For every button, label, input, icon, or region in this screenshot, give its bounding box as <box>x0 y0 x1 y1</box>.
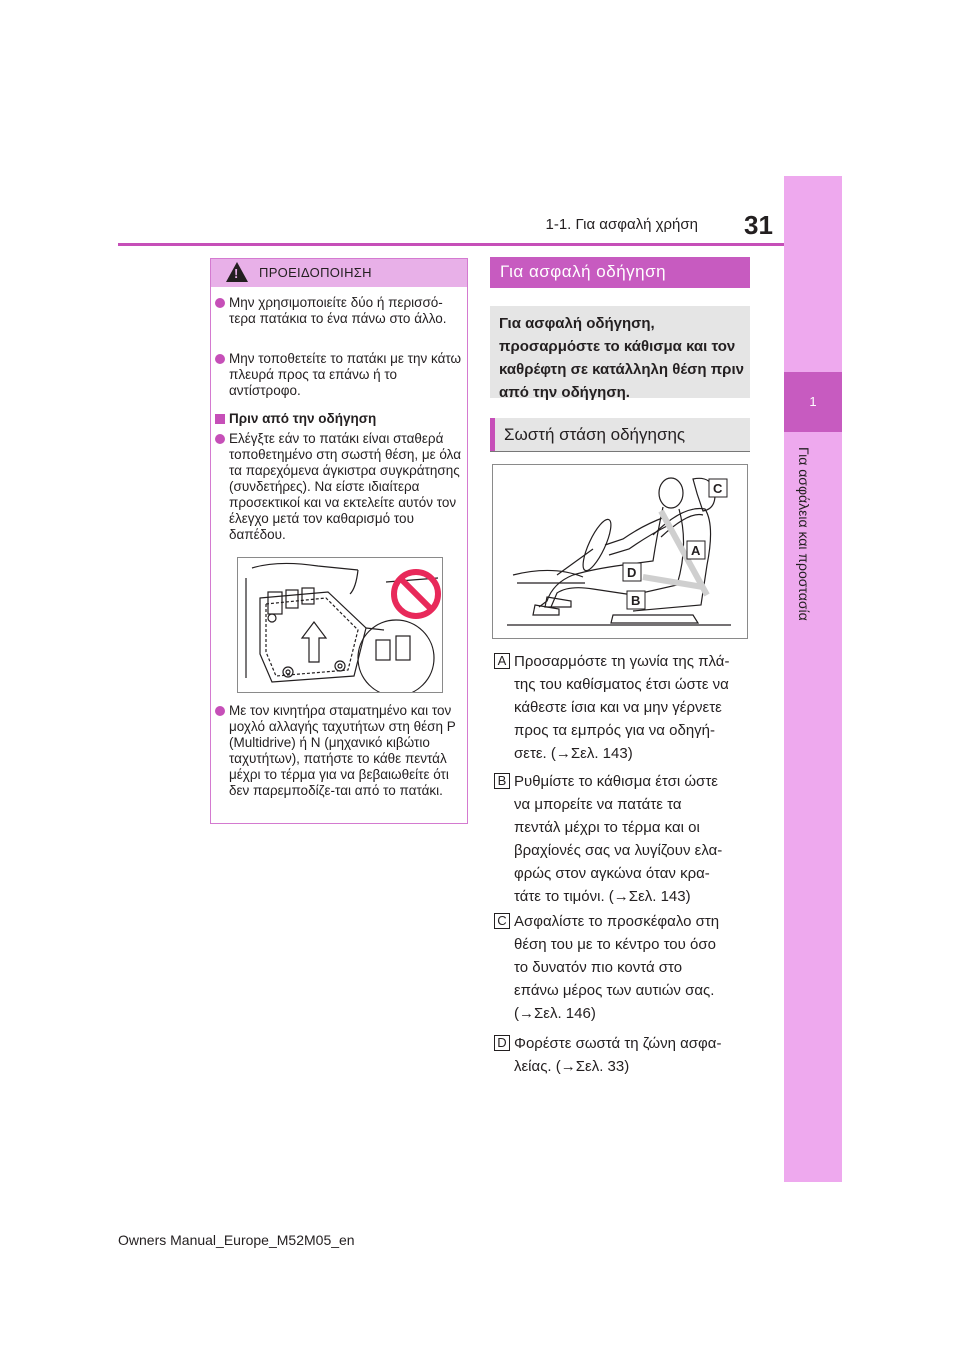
warning-header <box>211 259 467 287</box>
item-label: D <box>494 1035 510 1051</box>
intro-text: Για ασφαλή οδήγηση, προσαρμόστε το κάθισμα και τον καθρέφτη σε κατάλληλη θέση πριν από την οδήγηση. <box>499 315 744 401</box>
intro-box <box>490 306 750 401</box>
figure-label-a: A <box>691 543 701 558</box>
bullet-dot <box>215 434 225 444</box>
item-line: (→Σελ. 146) <box>514 1005 596 1022</box>
item-line: προς τα εμπρός για να οδηγή- <box>514 722 716 739</box>
item-line: να μπορείτε να πατάτε τα <box>514 796 682 813</box>
floor-mat-drawing <box>238 558 442 692</box>
warning-title: ΠΡΟΕΙΔΟΠΟΙΗΣΗ <box>259 265 372 280</box>
floor-mat-illustration <box>237 557 443 693</box>
item-line: τάτε το τιμόνι. (→Σελ. 143) <box>514 888 691 905</box>
warning-bullet-text: Ελέγξτε εάν το πατάκι είναι σταθερά τοποθετημένο στη σωστή θέση, με όλα τα παρεχόμενα άγκιστρα συγκράτησης (συνδετήρες). Να είστε ιδιαίτερα προσεκτικοί και να εκτελείτε αυτόν τον έλεγχο μετά τον καθαρισμό του δαπέδου. <box>229 431 461 542</box>
item-line: φρώς στον αγκώνα όταν κρα- <box>514 865 710 882</box>
item-line: της του καθίσματος έτσι ώστε να <box>514 676 729 693</box>
side-tab <box>784 176 842 1182</box>
page-number: 31 <box>744 210 773 240</box>
warning-bullet <box>229 295 463 327</box>
section-title: 1-1. Για ασφαλή χρήση <box>545 216 698 233</box>
item-line: βραχίονές σας να λυγίζουν ελα- <box>514 842 723 859</box>
chapter-number[interactable]: 1 <box>784 372 842 432</box>
item-line: θέση του με το κέντρο του όσο <box>514 936 716 953</box>
item-line: λείας. (→Σελ. 33) <box>514 1058 630 1075</box>
figure-label-b: B <box>631 593 641 608</box>
item-label: B <box>494 773 510 789</box>
item-label: A <box>494 653 510 669</box>
item-line: κάθεστε ίσια και να μην γέρνετε <box>514 699 722 716</box>
warning-bullet-text: Μην χρησιμοποιείτε δύο ή περισσό-τερα πατάκια το ένα πάνω στο άλλο. <box>229 295 447 326</box>
warning-bullet <box>229 703 463 799</box>
item-line: Προσαρμόστε τη γωνία της πλά- <box>514 653 730 670</box>
item-line: Ρυθμίστε το κάθισμα έτσι ώστε <box>514 773 718 790</box>
driving-posture-illustration <box>492 464 748 639</box>
figure-label-d: D <box>627 565 637 580</box>
item-label: C <box>494 913 510 929</box>
section-banner <box>490 257 750 288</box>
figure-label-c: C <box>713 481 723 496</box>
item-line: πεντάλ μέχρι το τέρμα και οι <box>514 819 700 836</box>
bullet-dot <box>215 706 225 716</box>
warning-bullet-text: Μην τοποθετείτε το πατάκι με την κάτω πλευρά προς τα επάνω ή το αντίστροφο. <box>229 351 462 398</box>
warning-subheading-text: Πριν από την οδήγηση <box>229 411 377 426</box>
driving-posture-drawing <box>493 465 747 638</box>
warning-bullet <box>229 431 463 543</box>
warning-subheading <box>229 411 463 427</box>
header-rule <box>118 243 784 246</box>
chapter-title-text: Για ασφάλεια και προστασία <box>796 447 812 621</box>
item-line: το δυνατόν πιο κοντά στο <box>514 959 683 976</box>
posture-heading <box>490 418 750 452</box>
item-line: σετε. (→Σελ. 143) <box>514 745 633 762</box>
item-line: επάνω μέρος των αυτιών σας. <box>514 982 715 999</box>
bullet-dot <box>215 354 225 364</box>
heading-accent-bar <box>490 418 495 451</box>
subheading-square <box>215 414 225 424</box>
warning-box <box>210 258 468 824</box>
item-line: Φορέστε σωστά τη ζώνη ασφα- <box>514 1035 722 1052</box>
posture-heading-text: Σωστή στάση οδήγησης <box>504 425 686 444</box>
warning-icon: ! <box>226 262 248 282</box>
footer-text: Owners Manual_Europe_M52M05_en <box>118 1232 355 1248</box>
warning-bullet <box>229 351 463 399</box>
item-line: Ασφαλίστε το προσκέφαλο στη <box>514 913 720 930</box>
warning-bullet-text: Με τον κινητήρα σταματημένο και τον μοχλό αλλαγής ταχυτήτων στη θέση P (Multidrive) ή N (μηχανικό κιβώτιο ταχυτήτων), πατήστε το κάθε πεντάλ μέχρι το τέρμα για να βεβαιωθείτε ότι δεν παρεμποδίζε-ται από το πατάκι. <box>229 703 456 798</box>
section-banner-text: Για ασφαλή οδήγηση <box>500 262 667 281</box>
bullet-dot <box>215 298 225 308</box>
